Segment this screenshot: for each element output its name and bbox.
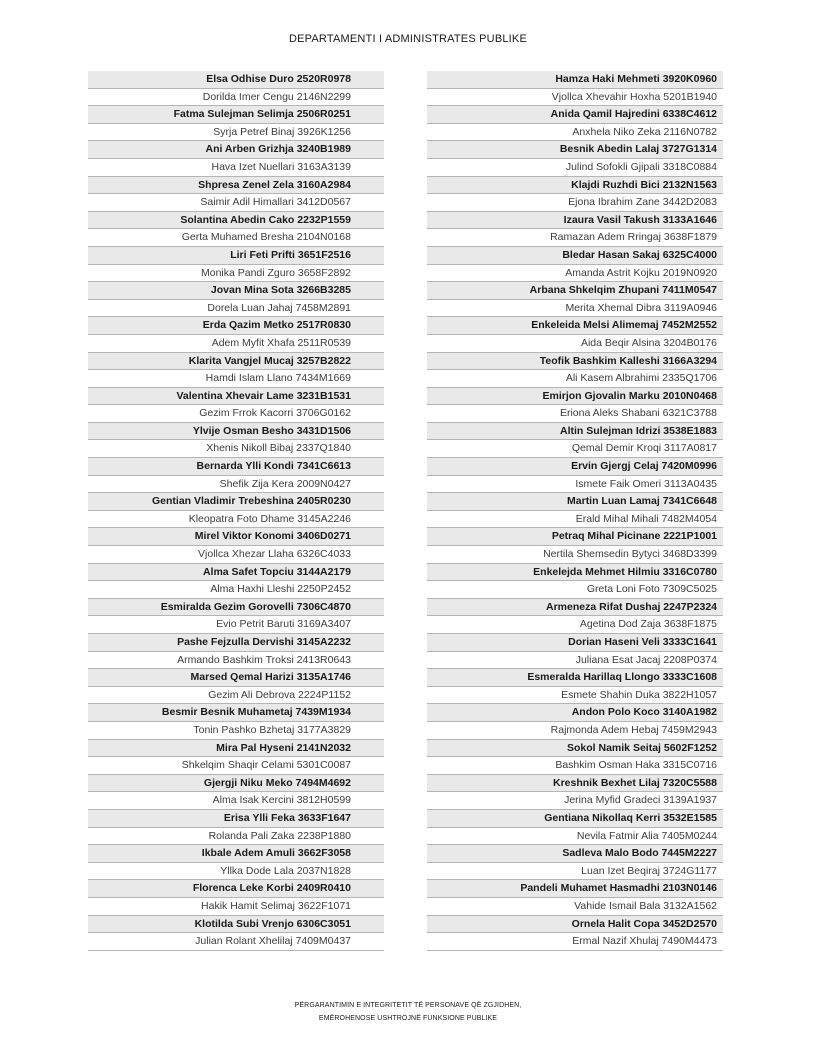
list-item: Shkelqim Shaqir Celami 5301C0087 <box>88 757 384 775</box>
list-item: Ani Arben Grizhja 3240B1989 <box>88 141 384 159</box>
list-item: Eriona Aleks Shabani 6321C3788 <box>427 405 723 423</box>
list-item: Mira Pal Hyseni 2141N2032 <box>88 740 384 758</box>
list-item: Gjergji Niku Meko 7494M4692 <box>88 775 384 793</box>
list-item: Bledar Hasan Sakaj 6325C4000 <box>427 247 723 265</box>
list-item: Alma Haxhi Lleshi 2250P2452 <box>88 581 384 599</box>
list-item: Kleopatra Foto Dhame 3145A2246 <box>88 511 384 529</box>
list-item: Enkeleida Melsi Alimemaj 7452M2552 <box>427 317 723 335</box>
list-item: Anida Qamil Hajredini 6338C4612 <box>427 106 723 124</box>
list-item: Kreshnik Bexhet Lilaj 7320C5588 <box>427 775 723 793</box>
list-item: Dorian Haseni Veli 3333C1641 <box>427 634 723 652</box>
list-item: Juliana Esat Jacaj 2208P0374 <box>427 652 723 670</box>
list-item: Aida Beqir Alsina 3204B0176 <box>427 335 723 353</box>
list-item: Ismete Faik Omeri 3113A0435 <box>427 476 723 494</box>
list-item: Dorela Luan Jahaj 7458M2891 <box>88 300 384 318</box>
list-item: Gentiana Nikollaq Kerri 3532E1585 <box>427 810 723 828</box>
list-item: Solantina Abedin Cako 2232P1559 <box>88 212 384 230</box>
list-item: Arbana Shkelqim Zhupani 7411M0547 <box>427 282 723 300</box>
list-item: Merita Xhemal Dibra 3119A0946 <box>427 300 723 318</box>
list-item: Erald Mihal Mihali 7482M4054 <box>427 511 723 529</box>
footer-line-2: EMËROHENOSE USHTROJNË FUNKSIONE PUBLIKE <box>318 1015 498 1022</box>
list-item: Ermal Nazif Xhulaj 7490M4473 <box>427 933 723 951</box>
list-item: Valentina Xhevair Lame 3231B1531 <box>88 388 384 406</box>
list-item: Mirel Viktor Konomi 3406D0271 <box>88 528 384 546</box>
list-item: Armando Bashkim Troksi 2413R0643 <box>88 652 384 670</box>
list-item: Dorilda Imer Cengu 2146N2299 <box>88 89 384 107</box>
list-item: Greta Loni Foto 7309C5025 <box>427 581 723 599</box>
list-item: Tonin Pashko Bzhetaj 3177A3829 <box>88 722 384 740</box>
list-item: Enkelejda Mehmet Hilmiu 3316C0780 <box>427 564 723 582</box>
list-item: Rajmonda Adem Hebaj 7459M2943 <box>427 722 723 740</box>
list-item: Hava Izet Nuellari 3163A3139 <box>88 159 384 177</box>
list-item: Shefik Zija Kera 2009N0427 <box>88 476 384 494</box>
list-item: Alma Safet Topciu 3144A2179 <box>88 564 384 582</box>
list-item: Ramazan Adem Rringaj 3638F1879 <box>427 229 723 247</box>
list-item: Erisa Ylli Feka 3633F1647 <box>88 810 384 828</box>
list-item: Yllka Dode Lala 2037N1828 <box>88 863 384 881</box>
list-item: Besmir Besnik Muhametaj 7439M1934 <box>88 704 384 722</box>
list-item: Andon Polo Koco 3140A1982 <box>427 704 723 722</box>
right-name-list <box>427 71 723 951</box>
list-item: Esmete Shahin Duka 3822H1057 <box>427 687 723 705</box>
left-name-list <box>88 71 384 951</box>
footer-line-1: PËRGARANTIMIN E INTEGRITETIT TË PERSONAVE QË ZGJIDHEN, <box>294 1002 522 1009</box>
list-item: Pandeli Muhamet Hasmadhi 2103N0146 <box>427 880 723 898</box>
list-item: Gezim Ali Debrova 2224P1152 <box>88 687 384 705</box>
list-item: Izaura Vasil Takush 3133A1646 <box>427 212 723 230</box>
list-item: Saimir Adil Himallari 3412D0567 <box>88 194 384 212</box>
list-item: Armeneza Rifat Dushaj 2247P2324 <box>427 599 723 617</box>
list-item: Vjollca Xhevahir Hoxha 5201B1940 <box>427 89 723 107</box>
list-item: Bernarda Ylli Kondi 7341C6613 <box>88 458 384 476</box>
list-item: Sadleva Malo Bodo 7445M2227 <box>427 845 723 863</box>
list-item: Adem Myfit Xhafa 2511R0539 <box>88 335 384 353</box>
list-item: Vahide Ismail Bala 3132A1562 <box>427 898 723 916</box>
list-item: Nertila Shemsedin Bytyci 3468D3399 <box>427 546 723 564</box>
list-item: Liri Feti Prifti 3651F2516 <box>88 247 384 265</box>
list-item: Erda Qazim Metko 2517R0830 <box>88 317 384 335</box>
list-item: Monika Pandi Zguro 3658F2892 <box>88 265 384 283</box>
list-item: Ornela Halit Copa 3452D2570 <box>427 916 723 934</box>
list-item: Shpresa Zenel Zela 3160A2984 <box>88 177 384 195</box>
list-item: Esmeralda Harillaq Llongo 3333C1608 <box>427 669 723 687</box>
list-item: Vjollca Xhezar Llaha 6326C4033 <box>88 546 384 564</box>
list-item: Petraq Mihal Picinane 2221P1001 <box>427 528 723 546</box>
footer <box>0 999 816 1025</box>
list-item: Jerina Myfid Gradeci 3139A1937 <box>427 792 723 810</box>
list-item: Klotilda Subi Vrenjo 6306C3051 <box>88 916 384 934</box>
list-item: Anxhela Niko Zeka 2116N0782 <box>427 124 723 142</box>
list-item: Hamza Haki Mehmeti 3920K0960 <box>427 71 723 89</box>
list-item: Martin Luan Lamaj 7341C6648 <box>427 493 723 511</box>
list-item: Xhenis Nikoll Bibaj 2337Q1840 <box>88 440 384 458</box>
list-item: Florenca Leke Korbi 2409R0410 <box>88 880 384 898</box>
page-title: DEPARTAMENTI I ADMINISTRATES PUBLIKE <box>288 33 528 45</box>
list-item: Ervin Gjergj Celaj 7420M0996 <box>427 458 723 476</box>
list-item: Ali Kasem Albrahimi 2335Q1706 <box>427 370 723 388</box>
list-item: Emirjon Gjovalin Marku 2010N0468 <box>427 388 723 406</box>
list-item: Bashkim Osman Haka 3315C0716 <box>427 757 723 775</box>
list-item: Teofik Bashkim Kalleshi 3166A3294 <box>427 353 723 371</box>
list-item: Qemal Demir Kroqi 3117A0817 <box>427 440 723 458</box>
list-item: Hamdi Islam Llano 7434M1669 <box>88 370 384 388</box>
list-item: Klajdi Ruzhdi Bici 2132N1563 <box>427 177 723 195</box>
list-item: Agetina Dod Zaja 3638F1875 <box>427 616 723 634</box>
list-item: Gerta Muhamed Bresha 2104N0168 <box>88 229 384 247</box>
list-item: Sokol Namik Seitaj 5602F1252 <box>427 740 723 758</box>
list-item: Gezim Frrok Kacorri 3706G0162 <box>88 405 384 423</box>
list-item: Besnik Abedin Lalaj 3727G1314 <box>427 141 723 159</box>
list-item: Esmiralda Gezim Gorovelli 7306C4870 <box>88 599 384 617</box>
list-item: Gentian Vladimir Trebeshina 2405R0230 <box>88 493 384 511</box>
list-item: Rolanda Pali Zaka 2238P1880 <box>88 828 384 846</box>
list-item: Marsed Qemal Harizi 3135A1746 <box>88 669 384 687</box>
list-item: Syrja Petref Binaj 3926K1256 <box>88 124 384 142</box>
list-item: Amanda Astrit Kojku 2019N0920 <box>427 265 723 283</box>
list-item: Evio Petrit Baruti 3169A3407 <box>88 616 384 634</box>
list-item: Julind Sofokli Gjipali 3318C0884 <box>427 159 723 177</box>
list-item: Hakik Hamit Selimaj 3622F1071 <box>88 898 384 916</box>
list-item: Ylvije Osman Besho 3431D1506 <box>88 423 384 441</box>
list-item: Jovan Mina Sota 3266B3285 <box>88 282 384 300</box>
list-item: Nevila Fatmir Alia 7405M0244 <box>427 828 723 846</box>
list-item: Ikbale Adem Amuli 3662F3058 <box>88 845 384 863</box>
list-item: Julian Rolant Xhelilaj 7409M0437 <box>88 933 384 951</box>
list-item: Luan Izet Beqiraj 3724G1177 <box>427 863 723 881</box>
list-item: Elsa Odhise Duro 2520R0978 <box>88 71 384 89</box>
list-item: Alma Isak Kercini 3812H0599 <box>88 792 384 810</box>
list-item: Altin Sulejman Idrizi 3538E1883 <box>427 423 723 441</box>
list-item: Pashe Fejzulla Dervishi 3145A2232 <box>88 634 384 652</box>
list-item: Ejona Ibrahim Zane 3442D2083 <box>427 194 723 212</box>
list-item: Klarita Vangjel Mucaj 3257B2822 <box>88 353 384 371</box>
list-item: Fatma Sulejman Selimja 2506R0251 <box>88 106 384 124</box>
